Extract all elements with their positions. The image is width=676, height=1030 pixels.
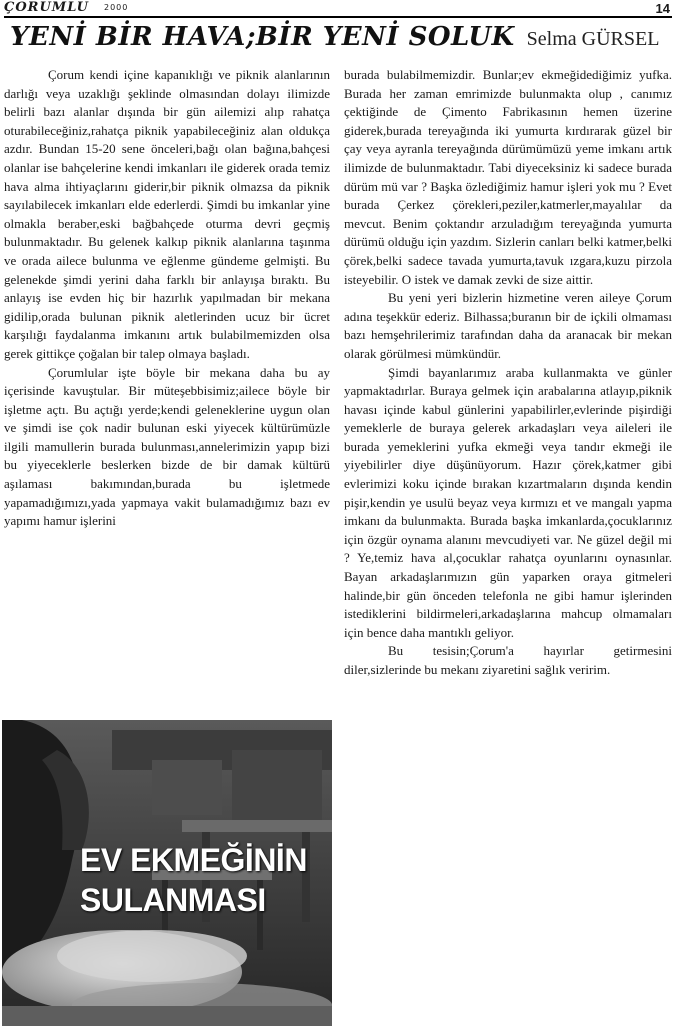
paragraph: Bu tesisin;Çorum'a hayırlar getirmesini diler,sizlerinde bu mekanı ziyaretini sağlık veririm. [344,643,672,677]
article-title-row [10,22,670,56]
paragraph-continuation: burada bulabilmemizdir. Bunlar;ev ekmeğidediğimiz yufka. Burada her zaman emrimizde bulunmakta olup , canımız çektiğinde de Çimento Fabrikasının hemen üzerine giderek,burada tereyağında iki yumurta kırdırarak güzel bir çay veya ayranla tereyağında dürümümüzü yeme imkanı artık ilimizde de bulunmaktadır. Tabi diyeceksiniz ki sadece burada dürüm mü var ? Başka özlediğimiz hamur işleri yok mu ? Evet burada Çerkez çörekleri,peziler,katmerler,mayalılar da mevcut. Benim çoktandır arzuladığım tereyağında yumurta dürümü olduğu için yazdım. Sizlerin canları belki katmer,belki çörek,belki sadece tavada yumurta,tavuk ızgara,kuzu pirzola isteyebilir. O istek ve damak zevki de size aittir. [344,67,672,287]
paragraph: Şimdi bayanlarımız araba kullanmakta ve günler yapmaktadırlar. Buraya gelmek için arabalarına atlayıp,piknik havası içinde kabul günlerini yapabilirler,evlerinde pişirdiği yemeklerle de buraya gelerek arkadaşları veya aileleri ile burada yemeklerini yufka ekmeği veya tandır ekmeği ile yiyebilirler diye düşünüyorum. Hazır çörek,katmer gibi evlerimizi koku içinde bırakan kızartmaların dışında kendin pişir,kendin ye usulü beyaz veya kırmızı et ve mangalı yapma imkanı da bulunmakta. Burada başka imkanlarda,çocuklarınız için özgür oynama alanını mevcudiyeti var. Ne güzel değil mi ? Ye,temiz hava al,çocuklar rahatça oyunlarını oynasınlar. Bayan arkadaşlarımızın gün yaparken oraya gitmeleri halinde,bir gün önceden telefonla ne gibi hamur işlerinden istediklerini bildirmeleri,arkadaşlarına mahcup olmamaları için bence daha mantıklı geliyor. [344,364,672,640]
header-rule [4,16,672,18]
issue-year: 2000 [104,3,129,12]
magazine-brand: ÇORUMLU [4,0,89,15]
caption-line: SULANMASI [80,882,266,918]
article-title: YENİ BİR HAVA;BİR YENİ SOLUK [10,22,515,52]
page-header [4,2,672,16]
photo-caption [80,840,320,920]
paragraph: Bu yeni yeri bizlerin hizmetine veren aileye Çorum adına teşekkür ederiz. Bilhassa;buranın bir de içkili olmaması bazı hemşehrilerimiz tarafından daha da aranacak bir mekan olarak görülmesi mümkündür. [344,290,672,361]
left-text-column [4,66,330,718]
article-author: Selma GÜRSEL [526,28,660,50]
caption-line: EV EKMEĞİNİN [80,842,307,878]
right-text-column [344,66,672,976]
paragraph: Çorum kendi içine kapanıklığı ve piknik alanlarının darlığı veya uzaklığı şeklinde olmasından dolayı ilimizde belirli bazı alanlar dışında bir gün ailemizi alıp rahatça oturabileceğiniz,rahatça piknik yapabileceğiniz alan oldukça azdır. Bundan 15-20 sene önceleri,bağı olan bağına,bahçesi olanlar ise bahçelerine kendi imkanları ile giderek orada temiz hava alma ihtiyaçlarını giderir,bir piknik olmazsa da piknik sayılabilecek imkanları elde ederlerdi. Şimdi bu imkanlar yine olmakla beraber,eski bağbahçede oturma devri geçmiş bulunmaktadır. Bu gelenek kalkıp piknik alanlarına taşınma ve orada ailece bulunma ve eğlenme gündeme gelmişti. Bu gelenekde şimdi yerini daha farklı bir anlayışa bıraktı. Bu anlayış ise evden hiç bir hazırlık yapılmadan bir mekana gidilip,orada bulunan piknik aletlerinden ucuz bir ücret karşılığı faydalanma imkanını artık bulabilmemizden olsa gerek gittikçe çoğalan bir talep olmaya başladı. [4,67,330,361]
paragraph: Çorumlular işte böyle bir mekana daha bu ay içerisinde kavuştular. Bir müteşebbisimiz;ailece böyle bir işletme açtı. Bu açtığı yerde;kendi geleneklerine uygun olan ve şimdi ise çok nadir bulunan eski yiyecek kültürümüzle ilgili mamullerin burada bulunması,annelerimizin yapıp bizi bu yiyeceklerle beslerken bizde de bir damak kültürü aşılaması bakımından,burada bu işletmede yapamadığımızı,yada yapmaya vakit bulamadığımız bazı ev yapımı hamur işlerini [4,364,330,529]
page-number: 14 [655,1,670,16]
